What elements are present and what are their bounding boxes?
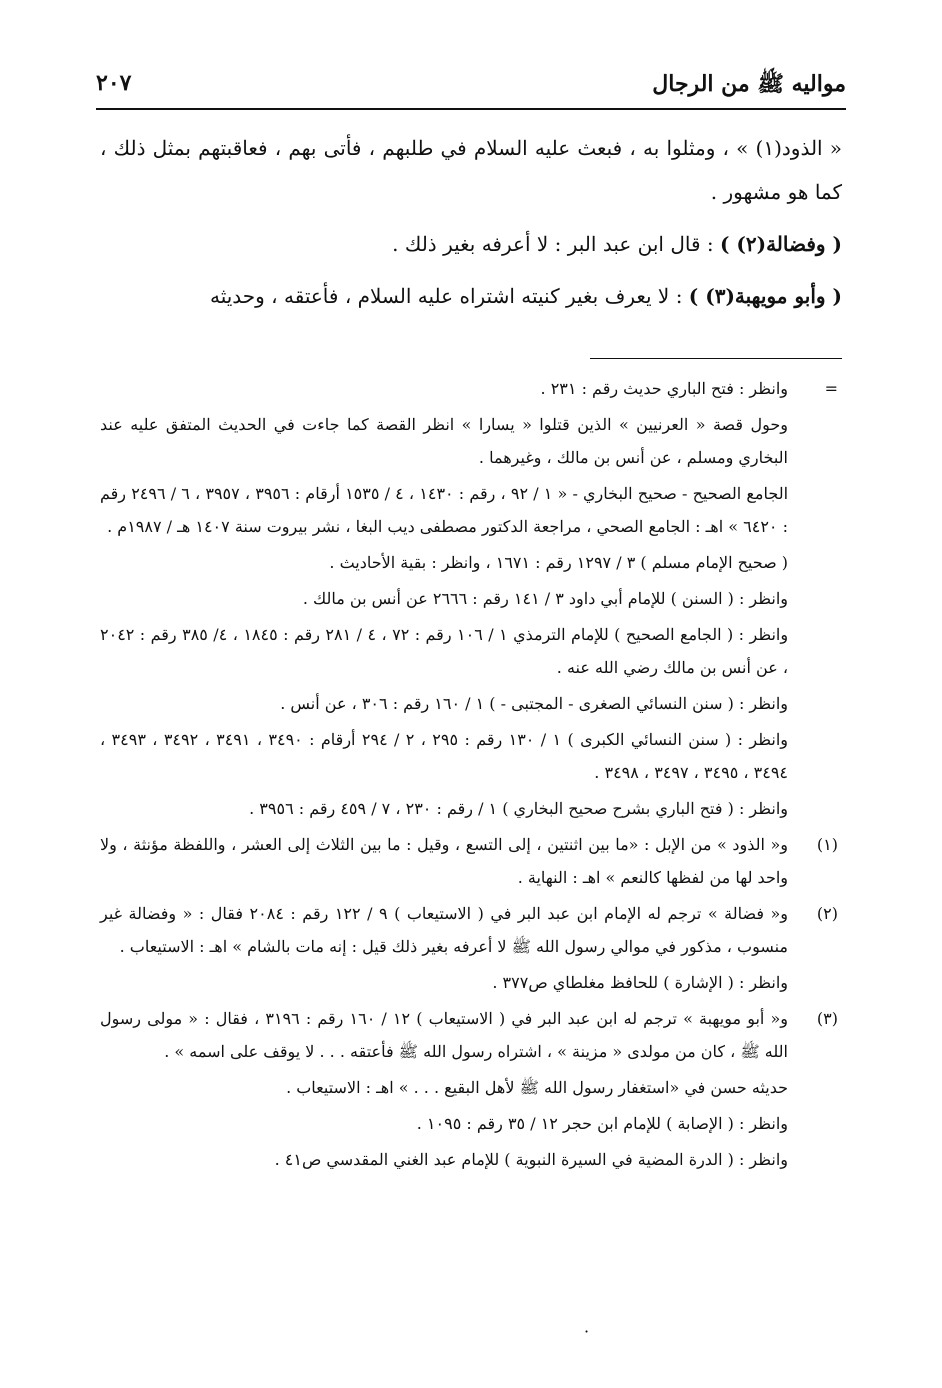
footnote-marker: (١) — [816, 835, 838, 854]
footnote-line: وانظر : ( الدرة المضية في السيرة النبوية ) للإمام عبد الغني المقدسي ص٤١ . — [274, 1150, 788, 1169]
print-speck: · — [584, 1322, 590, 1341]
footnote-line: وانظر : فتح الباري حديث رقم : ٢٣١ . — [540, 379, 788, 398]
footnote-continued — [100, 372, 838, 825]
header-divider — [96, 108, 846, 110]
footnote-line: حديثه حسن في «استغفار رسول الله ﷺ لأهل البقيع . . . » اهـ : الاستيعاب . — [286, 1078, 788, 1097]
footnote-line: وانظر : ( سنن النسائي الصغرى - المجتبى - ) ١ / ١٦٠ رقم : ٣٠٦ ، عن أنس . — [280, 694, 788, 713]
footnote-line: وانظر : ( سنن النسائي الكبرى ) ١ / ١٣٠ رقم : ٢٩٥ ، ٢ / ٢٩٤ أرقام : ٣٤٩٠ ، ٣٤٩١ ، ٣٤٩٢ ، ٣٤٩٣ ، ٣٤٩٤ ، ٣٤٩٥ ، ٣٤٩٧ ، ٣٤٩٨ . — [100, 730, 789, 782]
footnote-line: وانظر : ( الإشارة ) للحافظ مغلطاي ص٣٧٧ . — [492, 973, 788, 992]
footnote-marker: (٢) — [816, 904, 838, 923]
footnote-2 — [100, 897, 838, 999]
footnote-line: و« الذود » من الإبل : «ما بين اثنتين ، إلى التسع ، وقيل : ما بين الثلاث إلى العشر ، واللفظة مؤنثة ، ولا واحد لها من لفظها كالنعم » اهـ : النهاية . — [100, 835, 788, 887]
entry-heading: ( وأبو مويهبة(٣) ) — [688, 284, 842, 308]
footnote-line: وانظر : ( فتح الباري بشرح صحيح البخاري ) ١ / رقم : ٢٣٠ ، ٧ / ٤٥٩ رقم : ٣٩٥٦ . — [249, 799, 788, 818]
footnote-line: وانظر : ( السنن ) للإمام أبي داود ٣ / ١٤١ رقم : ٢٦٦٦ عن أنس بن مالك . — [302, 589, 788, 608]
footnote-line: وانظر : ( الجامع الصحيح ) للإمام الترمذي ١ / ١٠٦ رقم : ٧٢ ، ٤ / ٢٨١ رقم : ١٨٤٥ ، ٤/ ٣٨٥ رقم : ٢٠٤٢ ، عن أنس بن مالك رضي الله عنه . — [100, 625, 789, 677]
entry-heading: ( وفضالة(٢) ) — [719, 232, 842, 256]
footnote-line: وحول قصة « العرنيين » الذين قتلوا « يسارا » انظر القصة كما جاءت في الحديث المتفق عليه عند البخاري ومسلم ، عن أنس بن مالك ، وغيرهما . — [100, 415, 788, 467]
body-paragraph: « الذود(١) » ، ومثلوا به ، فبعث عليه السلام في طلبهم ، فأتى بهم ، فعاقبتهم بمثل ذلك ، كما هو مشهور . — [100, 136, 843, 204]
running-title: مواليه ﷺ من الرجال — [652, 71, 846, 97]
footnote-marker: (٣) — [816, 1009, 838, 1028]
footnote-line: وانظر : ( الإصابة ) للإمام ابن حجر ١٢ / ٣٥ رقم : ١٠٩٥ . — [416, 1114, 788, 1133]
page-number: ٢٠٧ — [96, 70, 132, 96]
footnote-line: الجامع الصحيح - صحيح البخاري - « ١ / ٩٢ ، رقم : ١٤٣٠ ، ٤ / ١٥٣٥ أرقام : ٣٩٥٦ ، ٣٩٥٧ ، ٦ / ٢٤٩٦ رقم : ٦٤٢٠ » اهـ : الجامع الصحي ، مراجعة الدكتور مصطفى ديب البغا ، نشر بيروت سنة ١٤٠٧ هـ / ١٩٨٧م . — [100, 484, 789, 536]
main-text — [100, 126, 842, 318]
footnote-3 — [100, 1002, 838, 1176]
footnote-line: ( صحيح الإمام مسلم ) ٣ / ١٢٩٧ رقم : ١٦٧١ ، وانظر : بقية الأحاديث . — [329, 553, 788, 572]
footnote-divider — [590, 358, 842, 359]
footnotes — [100, 372, 838, 1176]
body-paragraph: ( وأبو مويهبة(٣) ) : لا يعرف بغير كنيته اشتراه عليه السلام ، فأعتقه ، وحديثه — [209, 284, 842, 308]
running-header — [96, 70, 846, 102]
footnote-marker: = — [824, 379, 838, 398]
footnote-line: و« أبو مويهبة » ترجم له ابن عبد البر في ( الاستيعاب ) ١٢ / ١٦٠ رقم : ٣١٩٦ ، فقال : « مولى رسول الله ﷺ ، كان من مولدى « مزينة » ، اشتراه رسول الله ﷺ فأعتقه . . . لا يوقف على اسمه » . — [100, 1009, 789, 1061]
footnote-line: و« فضالة » ترجم له الإمام ابن عبد البر في ( الاستيعاب ) ٩ / ١٢٢ رقم : ٢٠٨٤ فقال : « وفضالة غير منسوب ، مذكور في موالي رسول الله ﷺ لا أعرفه بغير ذلك قيل : إنه مات بالشام » اهـ : الاستيعاب . — [100, 904, 789, 956]
body-paragraph: ( وفضالة(٢) ) : قال ابن عبد البر : لا أعرفه بغير ذلك . — [392, 232, 842, 256]
footnote-1 — [100, 828, 838, 894]
